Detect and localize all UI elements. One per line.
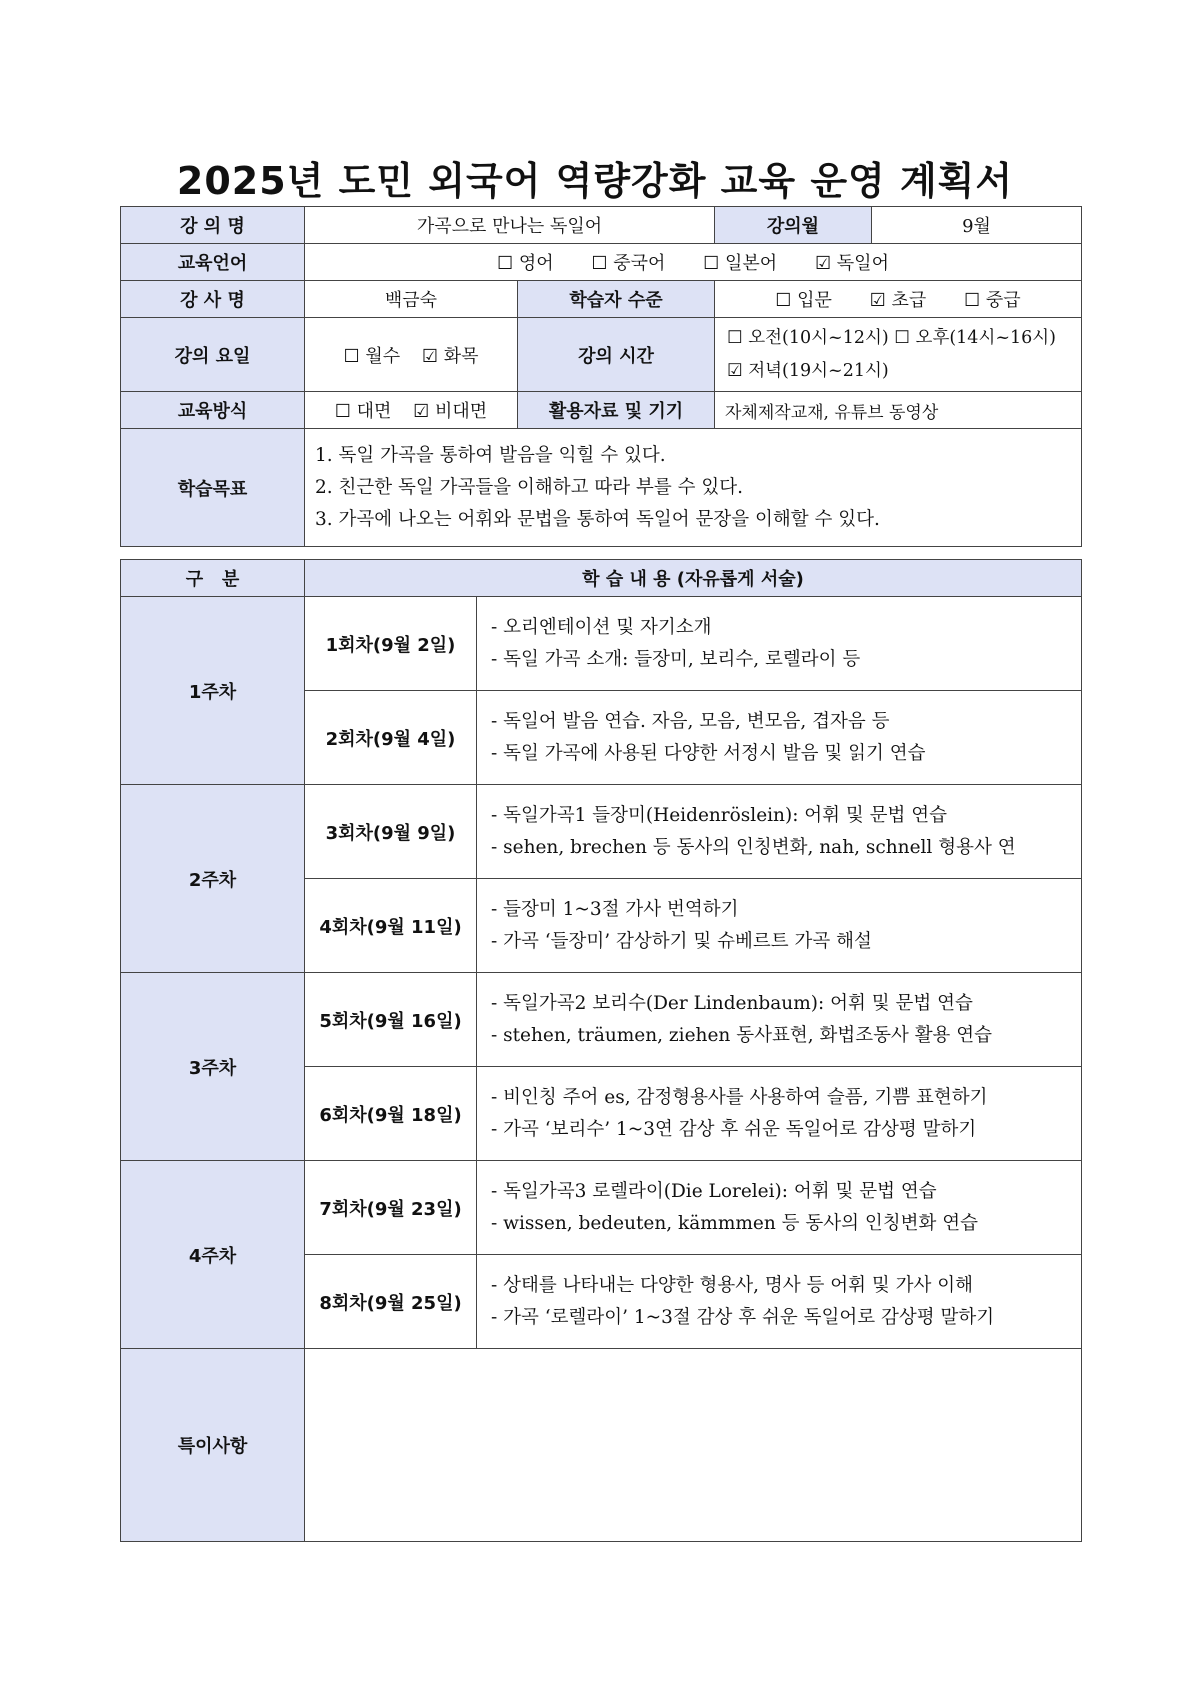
session-content (477, 1067, 1082, 1161)
time-options-line1[interactable]: ☐ 오전(10시~12시) ☐ 오후(14시~16시) (727, 327, 1057, 348)
session-content (477, 691, 1082, 785)
content-line: - 상태를 나타내는 다양한 형용사, 명사 등 어휘 및 가사 이해 (491, 1274, 973, 1296)
content-header: 학 습 내 용 (자유롭게 서술) (305, 560, 1082, 597)
page-title: 2025년 도민 외국어 역량강화 교육 운영 계획서 (176, 159, 1014, 203)
goal-item: 2. 친근한 독일 가곡들을 이해하고 따라 부를 수 있다. (315, 476, 743, 498)
week-label: 4주차 (121, 1161, 305, 1349)
notes-label: 특이사항 (121, 1349, 305, 1542)
lecture-month-label: 강의월 (715, 207, 872, 244)
session-label: 7회차(9월 23일) (305, 1161, 477, 1255)
category-header: 구 분 (121, 560, 305, 597)
content-line: - 들장미 1~3절 가사 번역하기 (491, 898, 739, 920)
method-label: 교육방식 (121, 392, 305, 429)
checkbox-in-person[interactable]: ☐ 대면 (334, 401, 392, 422)
session-label: 6회차(9월 18일) (305, 1067, 477, 1161)
session-label: 1회차(9월 2일) (305, 597, 477, 691)
content-line: - 가곡 ‘보리수’ 1~3연 감상 후 쉬운 독일어로 감상평 말하기 (491, 1118, 977, 1140)
session-content (477, 879, 1082, 973)
week-label: 1주차 (121, 597, 305, 785)
lecture-name-label: 강 의 명 (121, 207, 305, 244)
content-line: - sehen, brechen 등 동사의 인칭변화, nah, schnell 형용사 연 (491, 836, 1016, 858)
checkbox-german[interactable]: ☑ 독일어 (814, 253, 889, 274)
week-label: 2주차 (121, 785, 305, 973)
checkbox-english[interactable]: ☐ 영어 (497, 253, 554, 274)
days-label: 강의 요일 (121, 318, 305, 392)
goals-list (305, 429, 1082, 547)
level-label: 학습자 수준 (518, 281, 715, 318)
instructor-name: 백금숙 (305, 281, 518, 318)
goals-label: 학습목표 (121, 429, 305, 547)
checkbox-online[interactable]: ☑ 비대면 (413, 401, 488, 422)
schedule-table (120, 559, 1082, 1542)
goal-item: 3. 가곡에 나오는 어휘와 문법을 통하여 독일어 문장을 이해할 수 있다. (315, 508, 880, 530)
lecture-month: 9월 (872, 207, 1082, 244)
language-options (305, 244, 1082, 281)
content-line: - 가곡 ‘들장미’ 감상하기 및 슈베르트 가곡 해설 (491, 930, 872, 952)
time-options-line2[interactable]: ☑ 저녁(19시~21시) (727, 360, 889, 381)
content-line: - 오리엔테이션 및 자기소개 (491, 616, 712, 638)
session-content (477, 785, 1082, 879)
content-line: - 가곡 ‘로렐라이’ 1~3절 감상 후 쉬운 독일어로 감상평 말하기 (491, 1306, 995, 1328)
content-line: - 독일가곡1 들장미(Heidenröslein): 어휘 및 문법 연습 (491, 804, 948, 826)
week-label: 3주차 (121, 973, 305, 1161)
materials: 자체제작교재, 유튜브 동영상 (715, 392, 1082, 429)
time-label: 강의 시간 (518, 318, 715, 392)
content-line: - stehen, träumen, ziehen 동사표현, 화법조동사 활용 연습 (491, 1024, 993, 1046)
checkbox-mon-wed[interactable]: ☐ 월수 (343, 345, 401, 367)
session-content (477, 1255, 1082, 1349)
checkbox-level-intro[interactable]: ☐ 입문 (775, 290, 832, 311)
content-line: - wissen, bedeuten, kämmmen 등 동사의 인칭변화 연습 (491, 1212, 979, 1234)
lecture-name: 가곡으로 만나는 독일어 (305, 207, 715, 244)
method-options (305, 392, 518, 429)
session-label: 2회차(9월 4일) (305, 691, 477, 785)
checkbox-tue-thu[interactable]: ☑ 화목 (421, 345, 479, 367)
instructor-label: 강 사 명 (121, 281, 305, 318)
session-label: 3회차(9월 9일) (305, 785, 477, 879)
time-options (715, 318, 1082, 392)
goal-item: 1. 독일 가곡을 통하여 발음을 익힐 수 있다. (315, 444, 666, 466)
checkbox-chinese[interactable]: ☐ 중국어 (591, 253, 666, 274)
content-line: - 독일 가곡에 사용된 다양한 서정시 발음 및 읽기 연습 (491, 742, 926, 764)
info-table (120, 206, 1082, 547)
language-label: 교육언어 (121, 244, 305, 281)
content-line: - 독일가곡3 로렐라이(Die Lorelei): 어휘 및 문법 연습 (491, 1180, 937, 1202)
session-label: 4회차(9월 11일) (305, 879, 477, 973)
materials-label: 활용자료 및 기기 (518, 392, 715, 429)
checkbox-level-intermediate[interactable]: ☐ 중급 (964, 290, 1021, 311)
session-label: 5회차(9월 16일) (305, 973, 477, 1067)
session-content (477, 1161, 1082, 1255)
session-label: 8회차(9월 25일) (305, 1255, 477, 1349)
content-line: - 독일가곡2 보리수(Der Lindenbaum): 어휘 및 문법 연습 (491, 992, 973, 1014)
checkbox-level-beginner[interactable]: ☑ 초급 (869, 290, 927, 311)
checkbox-japanese[interactable]: ☐ 일본어 (703, 253, 778, 274)
session-content (477, 973, 1082, 1067)
content-line: - 독일 가곡 소개: 들장미, 보리수, 로렐라이 등 (491, 648, 861, 670)
level-options (715, 281, 1082, 318)
content-line: - 비인칭 주어 es, 감정형용사를 사용하여 슬픔, 기쁨 표현하기 (491, 1086, 988, 1108)
days-options (305, 318, 518, 392)
content-line: - 독일어 발음 연습. 자음, 모음, 변모음, 겹자음 등 (491, 710, 890, 732)
notes-field[interactable] (305, 1349, 1082, 1542)
session-content (477, 597, 1082, 691)
